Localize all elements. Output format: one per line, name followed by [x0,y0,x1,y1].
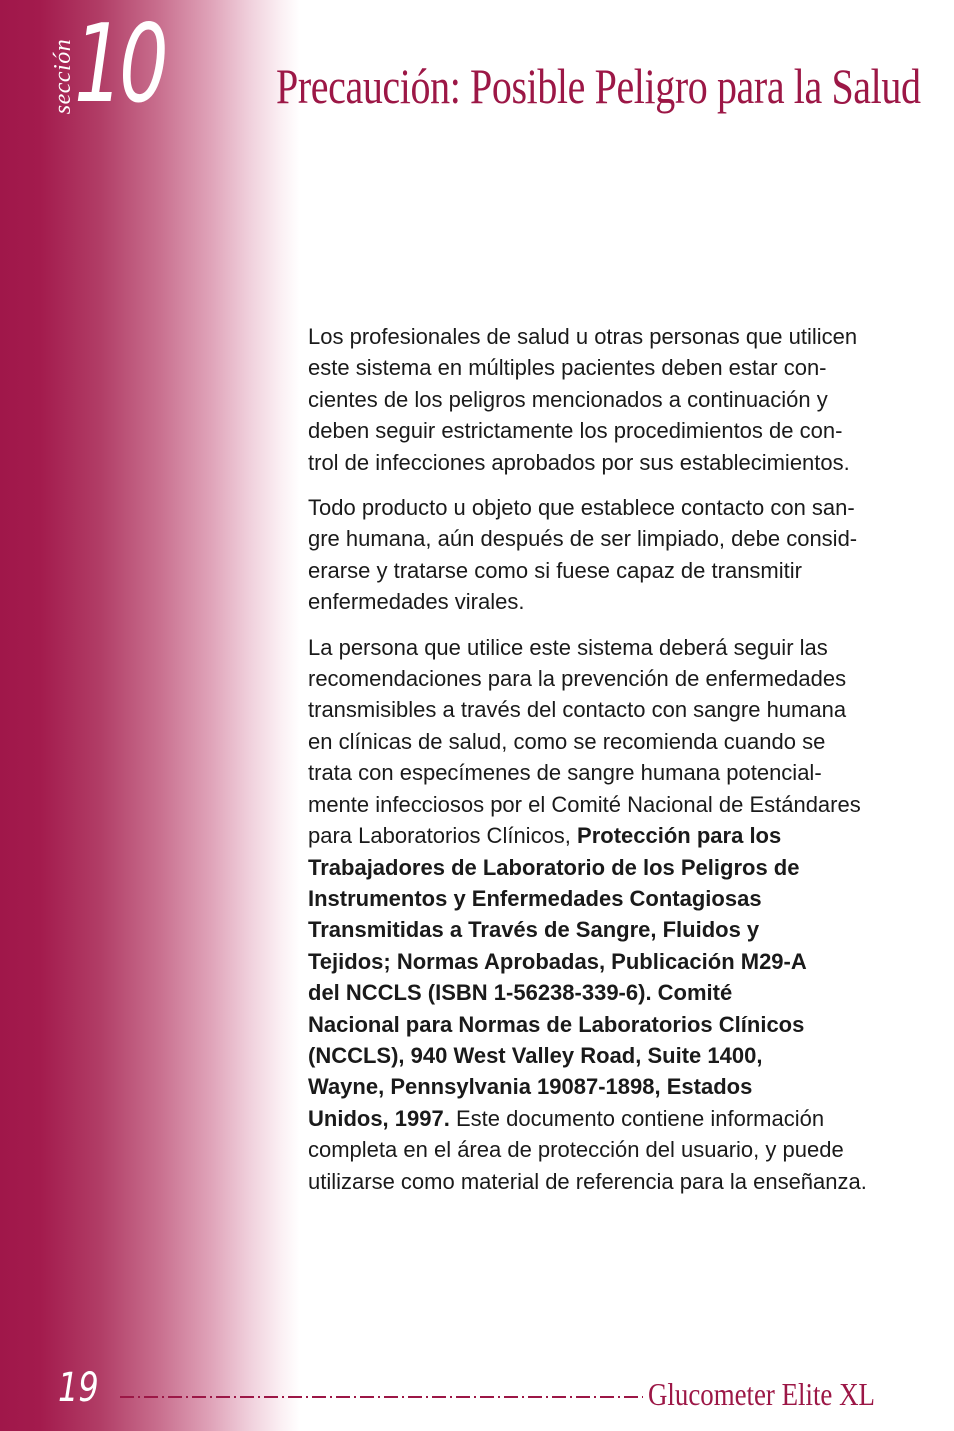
text-line: enfermedades virales. [308,589,525,615]
reference-citation-line: Wayne, Pennsylvania 19087-1898, Estados [308,1074,753,1100]
page-number: 19 [58,1365,99,1411]
reference-citation-line: Nacional para Normas de Laboratorios Clínicos [308,1011,805,1037]
text-line: La persona que utilice este sistema deberá seguir las [308,634,828,660]
text-line: trata con especímenes de sangre humana potencial- [308,760,822,786]
reference-citation-line: Protección para los [577,823,782,849]
closing-text: Este documento contiene información [455,1105,825,1131]
text-line: Todo producto u objeto que establece contacto con san- [308,495,855,521]
text-line: deben seguir estrictamente los procedimientos de con- [308,418,843,444]
reference-citation-line: Transmitidas a Través de Sangre, Fluidos y [308,917,760,943]
paragraph-recommendations [308,632,894,1197]
section-label: sección [50,38,77,114]
reference-citation-line: Trabajadores de Laboratorio de los Peligros de [308,854,800,880]
reference-lead-in: para Laboratorios Clínicos, [308,823,571,849]
text-line: transmisibles a través del contacto con sangre humana [308,697,847,723]
sidebar-gradient-band [0,0,300,1431]
section-number: 10 [74,2,165,127]
text-line: completa en el área de protección del usuario, y puede [308,1137,844,1163]
page-title: Precaución: Posible Peligro para la Salud [276,58,921,114]
reference-citation-line: del NCCLS (ISBN 1-56238-339-6). Comité [308,980,733,1006]
text-line: gre humana, aún después de ser limpiado, debe consid- [308,526,858,552]
reference-citation-line: Unidos, 1997. [308,1105,450,1131]
text-line [308,823,781,848]
paragraph-health-professionals [308,321,894,478]
text-line: erarse y tratarse como si fuese capaz de transmitir [308,557,802,583]
reference-citation-line: (NCCLS), 940 West Valley Road, Suite 1400, [308,1042,763,1068]
text-line: trol de infecciones aprobados por sus establecimientos. [308,449,850,475]
text-line: utilizarse como material de referencia para la enseñanza. [308,1168,867,1194]
product-name: Glucometer Elite XL [648,1376,875,1412]
body-text [308,321,894,1211]
paragraph-blood-contact [308,492,894,618]
text-line: recomendaciones para la prevención de enfermedades [308,666,847,692]
text-line: cientes de los peligros mencionados a continuación y [308,386,828,412]
text-line: en clínicas de salud, como se recomienda cuando se [308,728,826,754]
text-line: este sistema en múltiples pacientes deben estar con- [308,355,827,381]
text-line [308,1106,824,1131]
reference-citation-line: Tejidos; Normas Aprobadas, Publicación M29-A [308,948,807,974]
reference-citation-line: Instrumentos y Enfermedades Contagiosas [308,885,762,911]
text-line: Los profesionales de salud u otras personas que utilicen [308,324,858,349]
text-line: mente infecciosos por el Comité Nacional de Estándares [308,791,861,817]
footer-dashed-rule [120,1396,643,1398]
